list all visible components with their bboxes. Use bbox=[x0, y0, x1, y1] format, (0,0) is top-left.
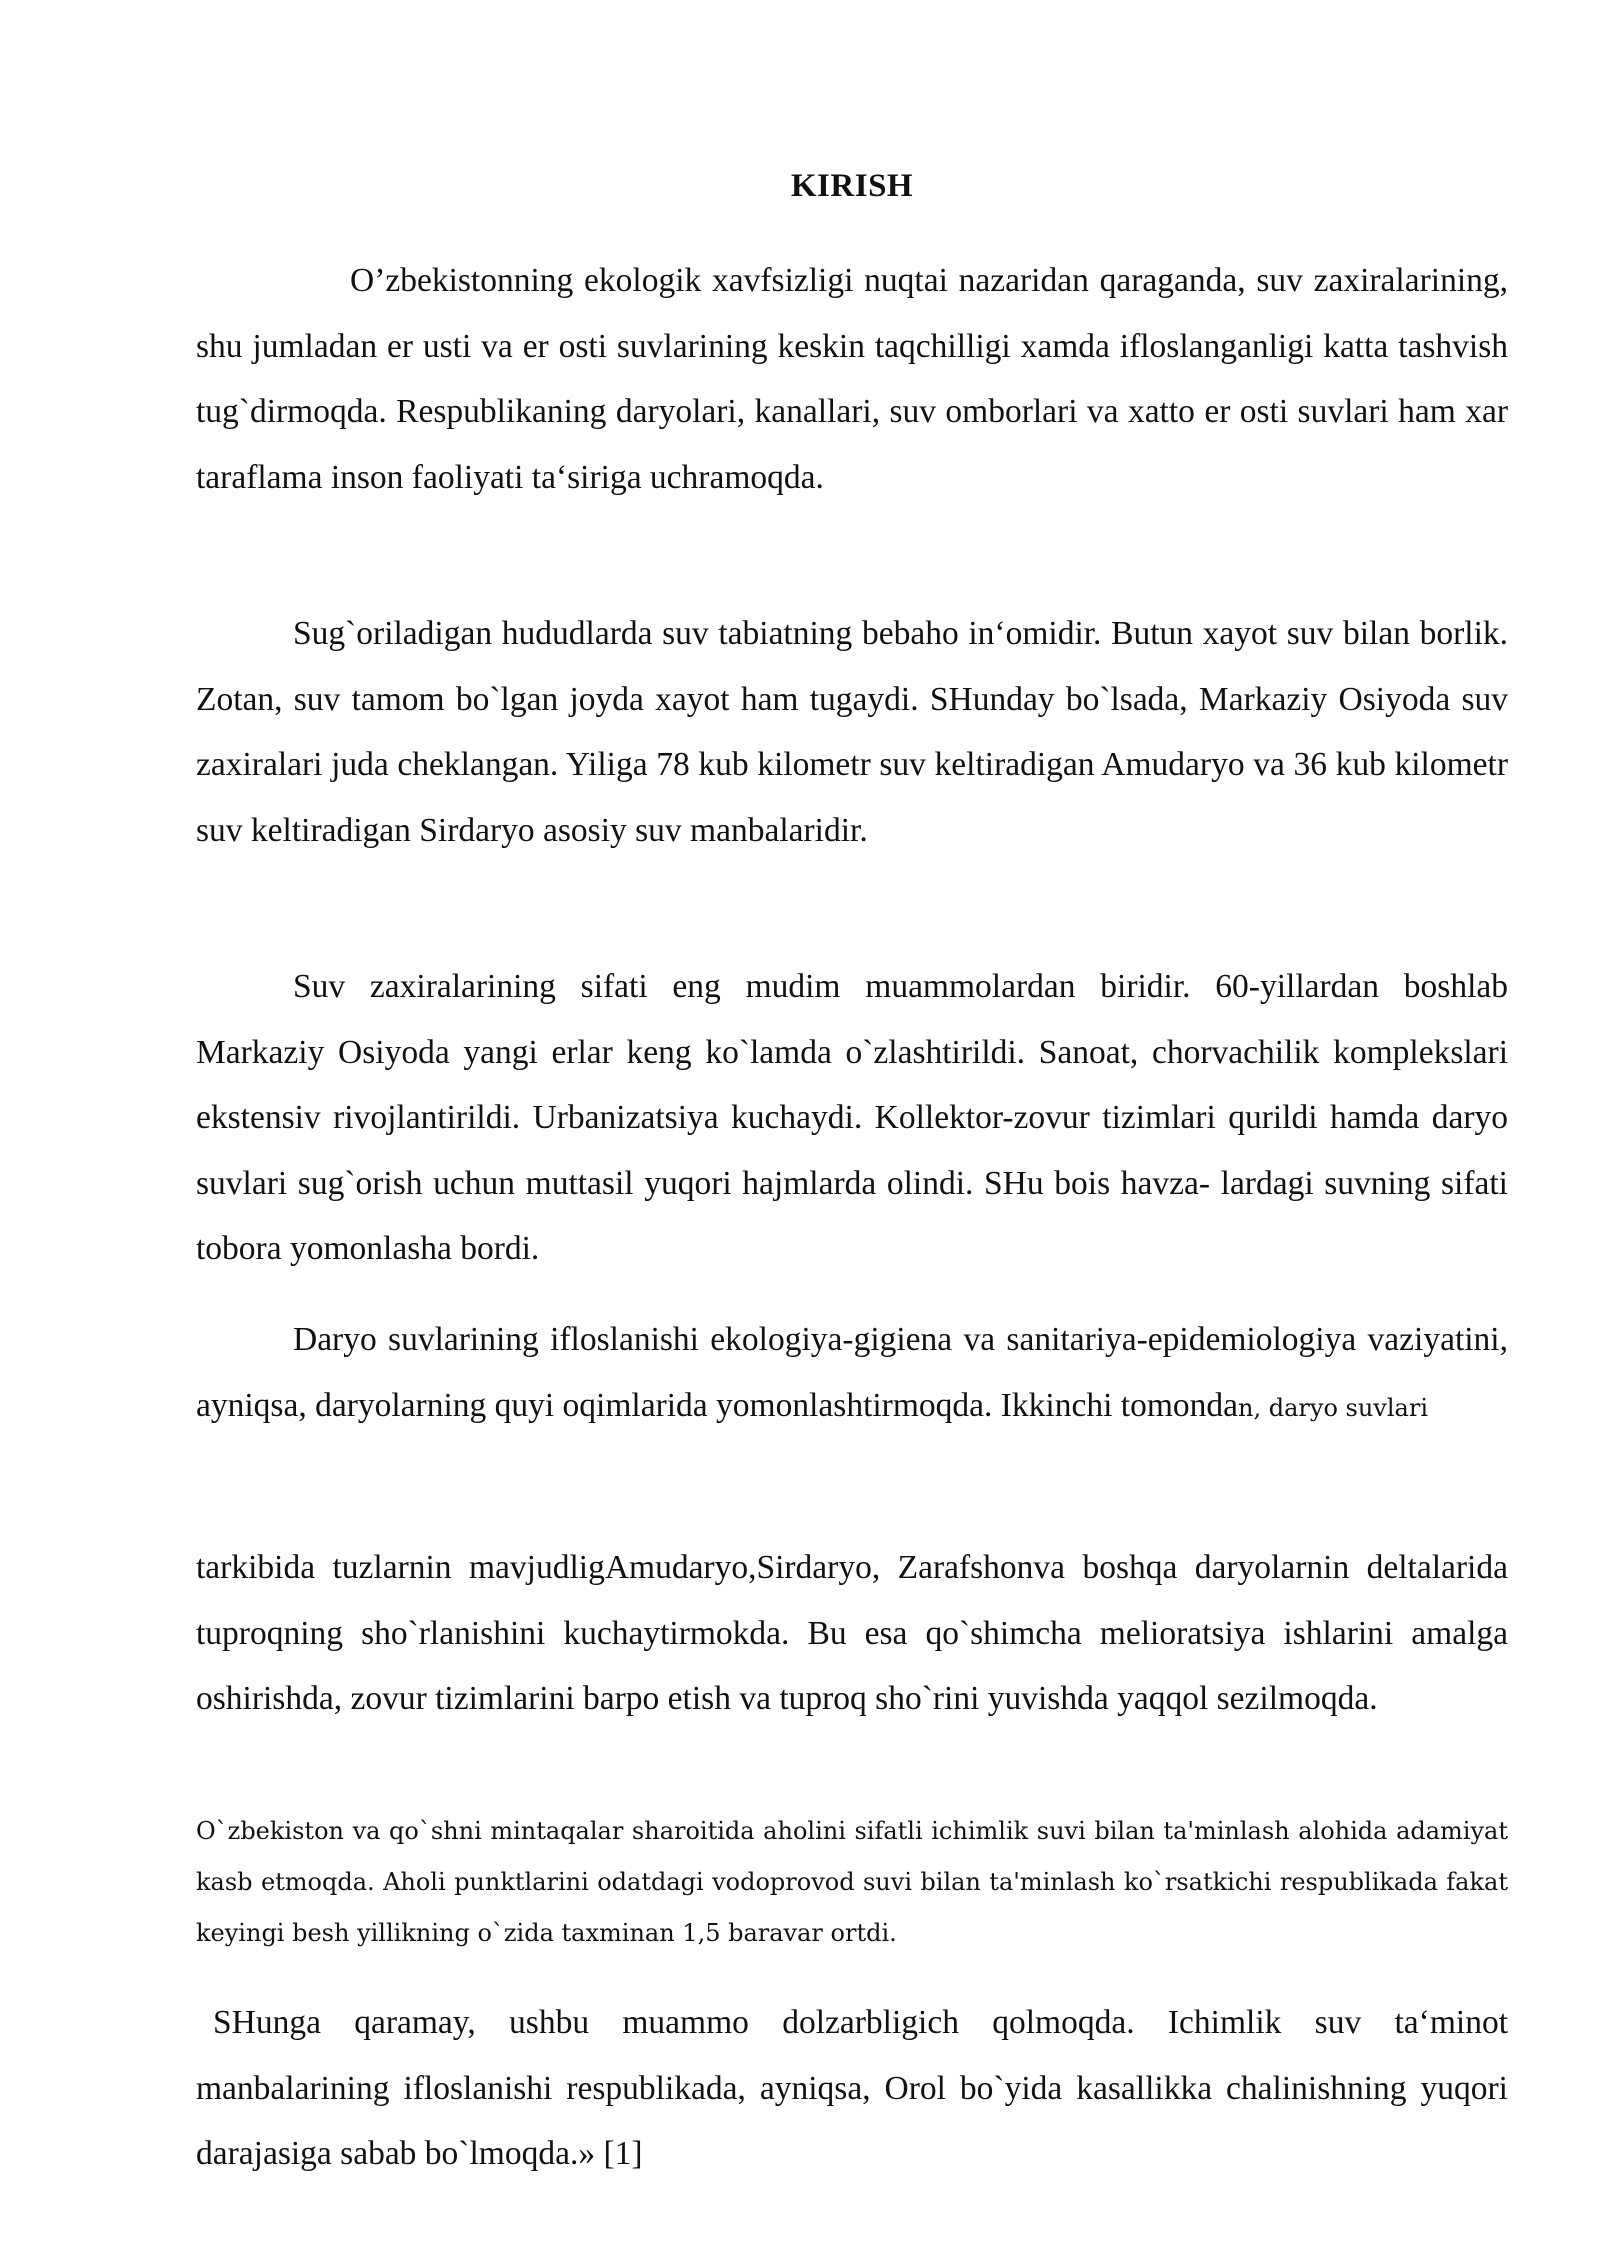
paragraph-4-main-text: Daryo suvlarining ifloslanishi ekologiya-gigiena va sanitariya-epidemiologiya vaziyatini, ayniqsa, daryolarning quyi oqimlarida yomonlashtirmoqda. Ikkinchi tomonda bbox=[196, 1321, 1508, 1424]
paragraph-5-small-print: O`zbekiston va qo`shni mintaqalar sharoitida aholini sifatli ichimlik suvi bilan ta'minlash alohida adamiyat kasb etmoqda. Aholi punktlarini odatdagi vodoprovod suvi bilan ta'minlash ko`rsatkichi respublikada fakat keyingi besh yillikning o`zida taxminan 1,5 baravar ortdi. bbox=[196, 1817, 1508, 1947]
paragraph-4-part-2 bbox=[196, 1535, 1508, 1732]
page-title: KIRISH bbox=[790, 168, 914, 204]
paragraph-3: Suv zaxiralarining sifati eng mudim muammolardan biridir. 60-yillardan boshlab Markaziy Osiyoda yangi erlar keng ko`lamda o`zlashtirildi. Sanoat, chorvachilik komplekslari ekstensiv rivojlantirildi. Urbanizatsiya kuchaydi. Kollektor-zovur tizimlari qurildi hamda daryo suvlari sug`orish uchun muttasil yuqori hajmlarda olindi. SHu bois havza- lardagi suvning sifati tobora yomonlasha bordi. bbox=[196, 968, 1508, 1267]
paragraph-4-part-1 bbox=[196, 1307, 1508, 1441]
paragraph-4-small-text: n, daryo suvlari bbox=[1238, 1393, 1428, 1422]
paragraph-1: O’zbekistonning ekologik xavfsizligi nuqtai nazaridan qaraganda, suv zaxiralarining, shu jumladan er usti va er osti suvlarining keskin taqchilligi xamda ifloslanganligi katta tashvish tug`dirmoqda. Respublikaning daryolari, kanallari, suv omborlari va xatto er osti suvlari ham xar taraflama inson faoliyati ta‘siriga uchramoqda. bbox=[196, 262, 1508, 496]
paragraph-6: SHunga qaramay, ushbu muammo dolzarbligich qolmoqda. Ichimlik suv ta‘minot manbalarining ifloslanishi respublikada, ayniqsa, Orol bo`yida kasallikka chalinishning yuqori darajasiga sabab bo`lmoqda.» [1] bbox=[196, 2004, 1508, 2172]
paragraph-4-rest: deltalarida tuproqning sho`rlanishini kuchaytirmokda. Bu esa qo`shimcha melioratsiya ishlarini amalga oshirishda, zovur tizimlarini barpo etish va tuproq sho`rini yuvishda yaqqol sezilmoqda. bbox=[196, 1549, 1508, 1717]
paragraph-2: Sug`oriladigan hududlarda suv tabiatning bebaho in‘omidir. Butun xayot suv bilan borlik. Zotan, suv tamom bo`lgan joyda xayot ham tugaydi. SHunday bo`lsada, Markaziy Osiyoda suv zaxiralari juda cheklangan. Yiliga 78 kub kilometr suv keltiradigan Amudaryo va 36 kub kilometr suv keltiradigan Sirdaryo asosiy suv manbalaridir. bbox=[196, 615, 1508, 849]
paragraph-4-line-1: tarkibida tuzlarnin mavjudligAmudaryo,Sirdaryo, Zarafshonva boshqa daryolarnin bbox=[196, 1549, 1350, 1586]
